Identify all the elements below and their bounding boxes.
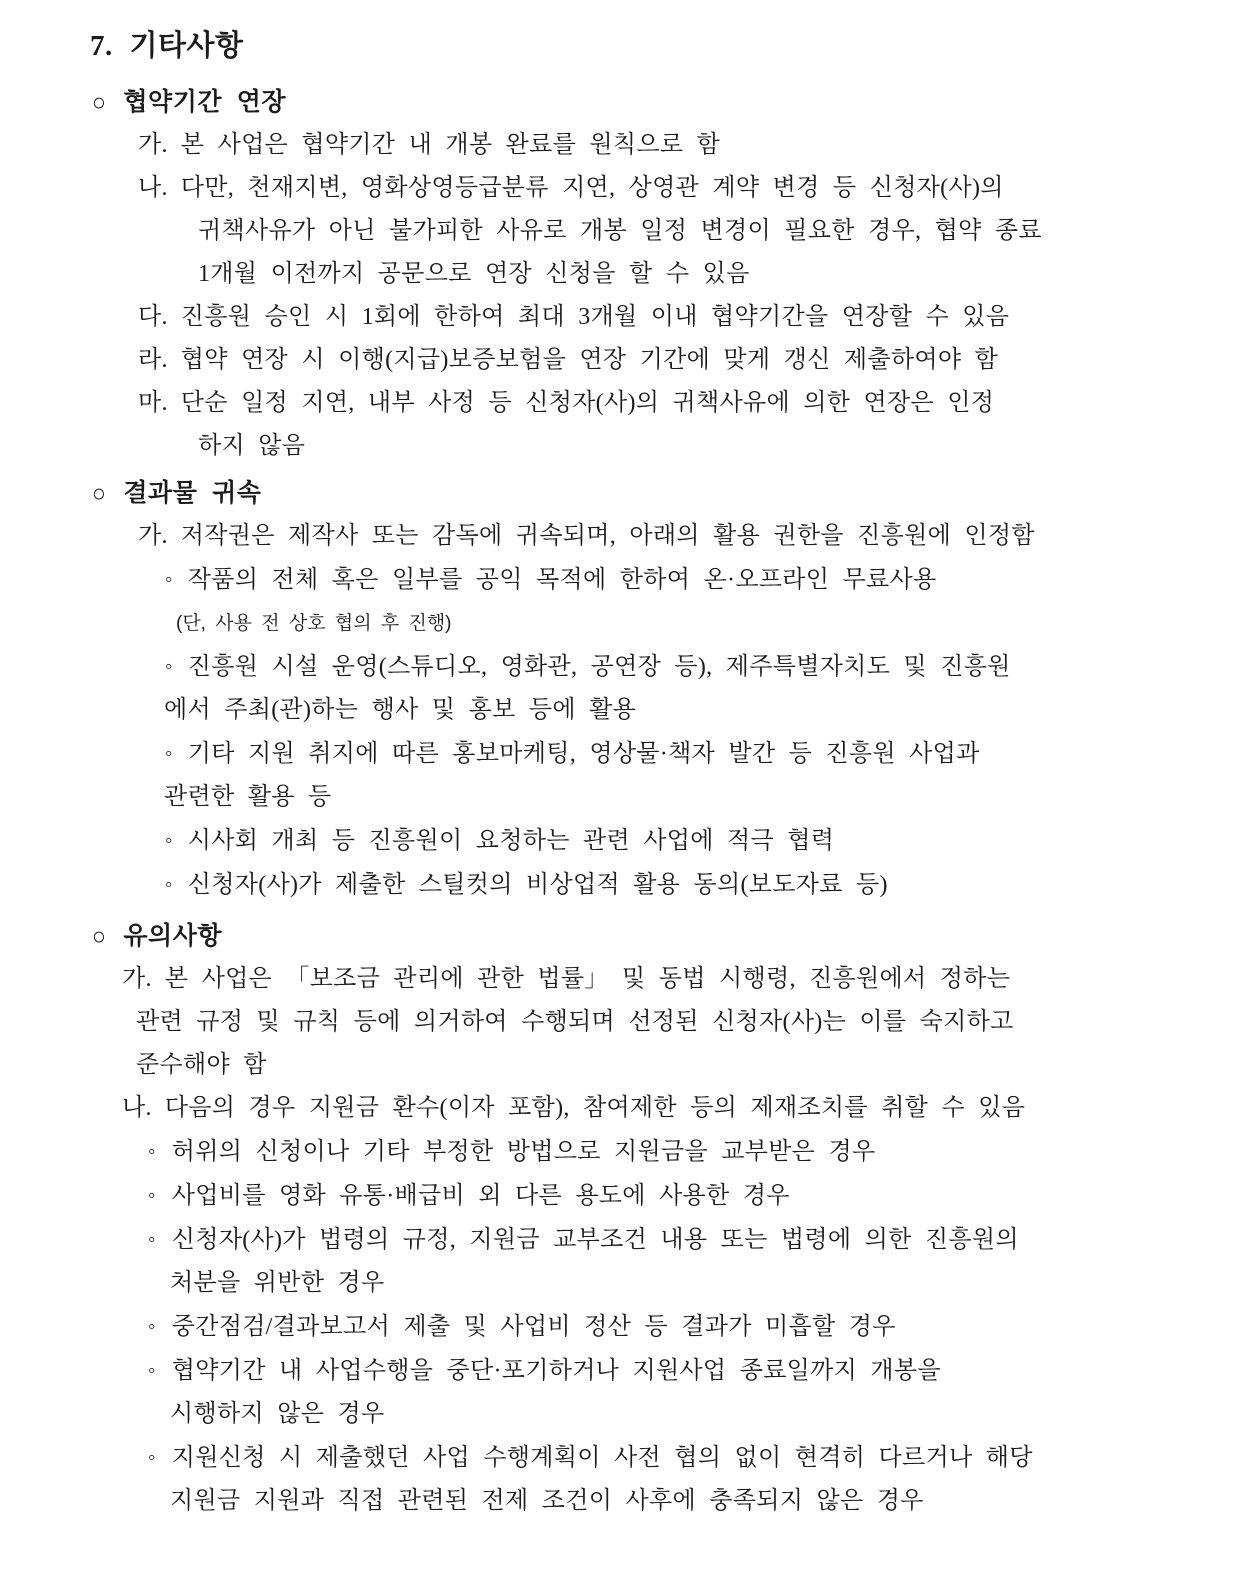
text-line bbox=[0, 124, 1240, 167]
section-heading-text: 협약기간 연장 bbox=[123, 89, 287, 116]
text-line bbox=[0, 1130, 1240, 1174]
sub-bullet-icon: ◦ bbox=[165, 741, 173, 765]
line-text: (단, 사용 전 상호 협의 후 진행) bbox=[176, 613, 452, 634]
text-line bbox=[0, 645, 1240, 689]
line-text: 중간점검/결과보고서 제출 및 사업비 정산 등 결과가 미흡할 경우 bbox=[171, 1314, 896, 1340]
text-line bbox=[0, 1262, 1240, 1305]
section-heading bbox=[0, 472, 1240, 515]
sub-bullet-icon: ◦ bbox=[165, 872, 173, 896]
item-label: 라. bbox=[138, 347, 168, 373]
sub-bullet-icon: ◦ bbox=[148, 1314, 156, 1338]
line-text: 관련 규정 및 규칙 등에 의거하여 수행되며 선정된 신청자(사)는 이를 숙지하고 bbox=[136, 1009, 1014, 1035]
document-page bbox=[0, 26, 1240, 1569]
text-line bbox=[0, 776, 1240, 819]
line-text: 귀책사유가 아닌 불가피한 사유로 개봉 일정 변경이 필요한 경우, 협약 종료 bbox=[198, 218, 1042, 244]
line-text: 협약 연장 시 이행(지급)보증보험을 연장 기간에 맞게 갱신 제출하여야 함 bbox=[180, 347, 999, 373]
section-heading-text: 결과물 귀속 bbox=[123, 480, 262, 507]
sub-bullet-icon: ◦ bbox=[148, 1358, 156, 1382]
text-line bbox=[0, 558, 1240, 602]
line-text: 신청자(사)가 법령의 규정, 지원금 교부조건 내용 또는 법령에 의한 진흥원의 bbox=[171, 1227, 1019, 1253]
text-line bbox=[0, 689, 1240, 732]
line-text: 본 사업은 「보조금 관리에 관한 법률」 및 동법 시행령, 진흥원에서 정하는 bbox=[164, 966, 1011, 992]
item-label: 마. bbox=[138, 390, 168, 416]
sub-bullet-icon: ◦ bbox=[148, 1139, 156, 1163]
line-text: 진흥원 승인 시 1회에 한하여 최대 3개월 이내 협약기간을 연장할 수 있음 bbox=[180, 304, 1010, 330]
line-text: 본 사업은 협약기간 내 개봉 완료를 원칙으로 함 bbox=[180, 132, 721, 158]
line-text: 사업비를 영화 유통·배급비 외 다른 용도에 사용한 경우 bbox=[171, 1183, 790, 1209]
line-text: 준수해야 함 bbox=[136, 1052, 267, 1078]
text-line bbox=[0, 515, 1240, 558]
text-line bbox=[0, 1393, 1240, 1436]
text-line bbox=[0, 1044, 1240, 1087]
section-heading bbox=[0, 81, 1240, 124]
sections bbox=[0, 81, 1240, 1523]
text-line bbox=[0, 382, 1240, 425]
text-line bbox=[0, 819, 1240, 863]
section-heading bbox=[0, 915, 1240, 958]
line-text: 협약기간 내 사업수행을 중단·포기하거나 지원사업 종료일까지 개봉을 bbox=[171, 1358, 941, 1384]
sub-bullet-icon: ◦ bbox=[148, 1183, 156, 1207]
text-line bbox=[0, 1218, 1240, 1262]
item-label: 가. bbox=[138, 132, 168, 158]
line-text: 신청자(사)가 제출한 스틸컷의 비상업적 활용 동의(보도자료 등) bbox=[187, 872, 888, 898]
line-text: 처분을 위반한 경우 bbox=[170, 1270, 385, 1296]
text-line bbox=[0, 1436, 1240, 1480]
line-text: 다음의 경우 지원금 환수(이자 포함), 참여제한 등의 제재조치를 취할 수 있음 bbox=[164, 1095, 1026, 1121]
line-text: 지원금 지원과 직접 관련된 전제 조건이 사후에 충족되지 않은 경우 bbox=[170, 1488, 924, 1514]
section-1 bbox=[0, 472, 1240, 907]
section-2 bbox=[0, 915, 1240, 1523]
sub-bullet-icon: ◦ bbox=[165, 567, 173, 591]
item-label: 다. bbox=[138, 304, 168, 330]
text-line bbox=[0, 602, 1240, 645]
circle-bullet-icon: ○ bbox=[92, 480, 107, 507]
text-line bbox=[0, 167, 1240, 210]
item-label: 나. bbox=[138, 175, 168, 201]
item-label: 가. bbox=[122, 966, 152, 992]
text-line bbox=[0, 1305, 1240, 1349]
text-line bbox=[0, 732, 1240, 776]
line-text: 시행하지 않은 경우 bbox=[170, 1401, 385, 1427]
circle-bullet-icon: ○ bbox=[92, 923, 107, 950]
section-0 bbox=[0, 81, 1240, 468]
sub-bullet-icon: ◦ bbox=[148, 1227, 156, 1251]
line-text: 진흥원 시설 운영(스튜디오, 영화관, 공연장 등), 제주특별자치도 및 진흥원 bbox=[187, 654, 1011, 680]
text-line bbox=[0, 1001, 1240, 1044]
line-text: 단순 일정 지연, 내부 사정 등 신청자(사)의 귀책사유에 의한 연장은 인정 bbox=[180, 390, 995, 416]
line-text: 시사회 개최 등 진흥원이 요청하는 관련 사업에 적극 협력 bbox=[187, 828, 835, 854]
line-text: 저작권은 제작사 또는 감독에 귀속되며, 아래의 활용 권한을 진흥원에 인정함 bbox=[180, 523, 1035, 549]
page-title: 7. 기타사항 bbox=[90, 30, 244, 62]
line-text: 에서 주최(관)하는 행사 및 홍보 등에 활용 bbox=[164, 697, 637, 723]
line-text: 다만, 천재지변, 영화상영등급분류 지연, 상영관 계약 변경 등 신청자(사)의 bbox=[180, 175, 1004, 201]
text-line bbox=[0, 1480, 1240, 1523]
text-line bbox=[0, 339, 1240, 382]
sub-bullet-icon: ◦ bbox=[165, 654, 173, 678]
text-line bbox=[0, 425, 1240, 468]
line-text: 하지 않음 bbox=[198, 433, 306, 459]
line-text: 지원신청 시 제출했던 사업 수행계획이 사전 협의 없이 현격히 다르거나 해당 bbox=[171, 1445, 1033, 1471]
line-text: 1개월 이전까지 공문으로 연장 신청을 할 수 있음 bbox=[198, 261, 750, 287]
text-line bbox=[0, 1349, 1240, 1393]
line-text: 작품의 전체 혹은 일부를 공익 목적에 한하여 온·오프라인 무료사용 bbox=[187, 567, 937, 593]
line-text: 허위의 신청이나 기타 부정한 방법으로 지원금을 교부받은 경우 bbox=[171, 1139, 876, 1165]
sub-bullet-icon: ◦ bbox=[148, 1445, 156, 1469]
text-line bbox=[0, 1087, 1240, 1130]
text-line bbox=[0, 1174, 1240, 1218]
text-line bbox=[0, 210, 1240, 253]
text-line bbox=[0, 296, 1240, 339]
line-text: 관련한 활용 등 bbox=[164, 784, 332, 810]
text-line bbox=[0, 863, 1240, 907]
item-label: 가. bbox=[138, 523, 168, 549]
line-text: 기타 지원 취지에 따른 홍보마케팅, 영상물·책자 발간 등 진흥원 사업과 bbox=[187, 741, 980, 767]
text-line bbox=[0, 958, 1240, 1001]
sub-bullet-icon: ◦ bbox=[165, 828, 173, 852]
circle-bullet-icon: ○ bbox=[92, 89, 107, 116]
text-line bbox=[0, 253, 1240, 296]
section-heading-text: 유의사항 bbox=[123, 923, 223, 950]
item-label: 나. bbox=[122, 1095, 152, 1121]
